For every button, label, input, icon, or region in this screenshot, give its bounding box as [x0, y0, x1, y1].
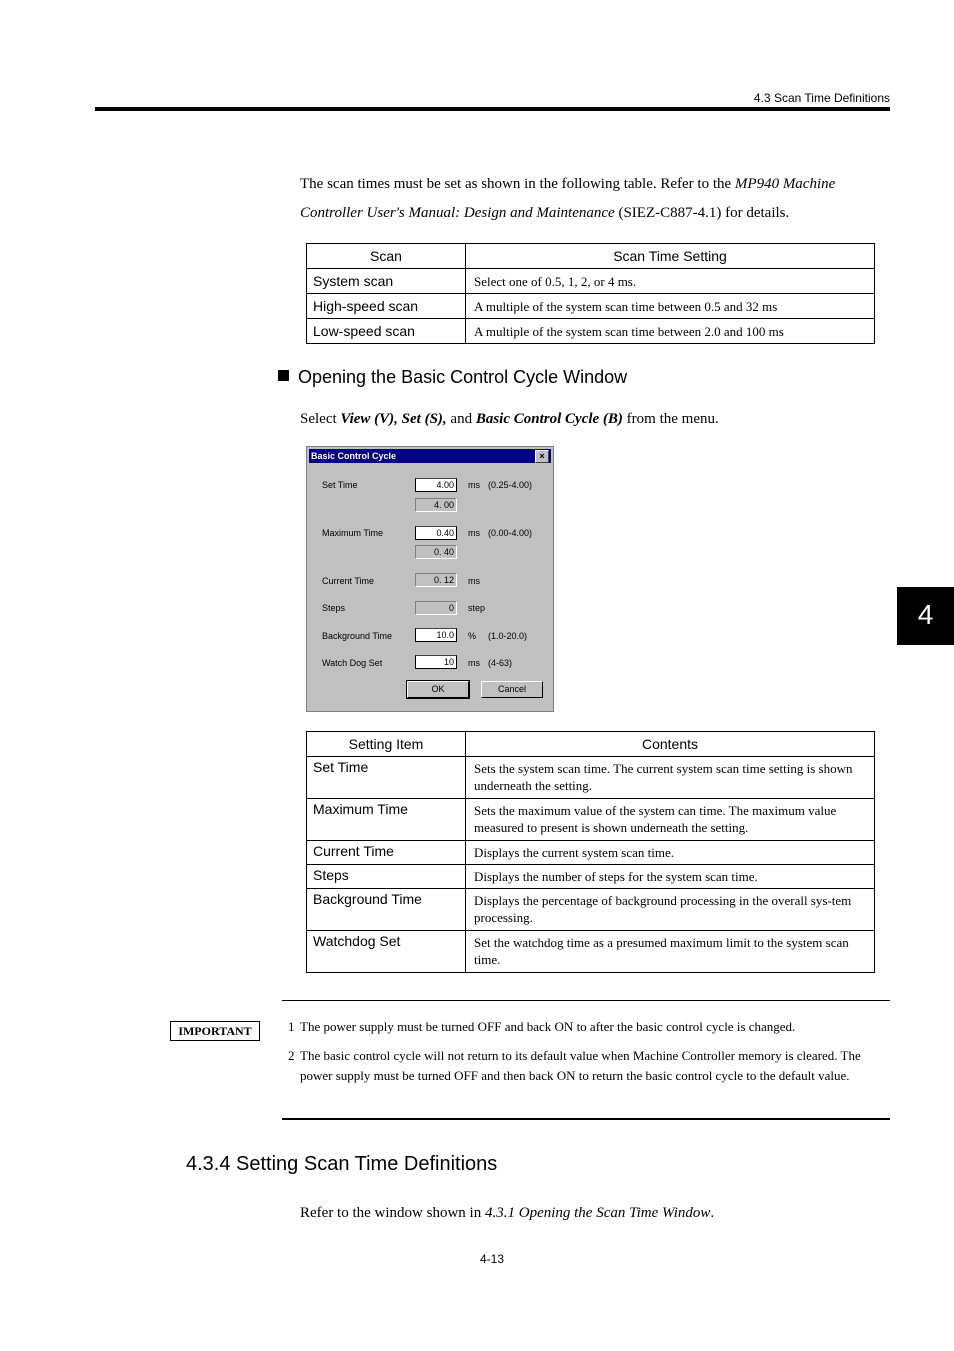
subsection-heading: 4.3.4 Setting Scan Time Definitions — [186, 1153, 498, 1175]
refer-text-1: Refer to the window shown in — [300, 1205, 485, 1221]
instruction-text-1: Select — [300, 411, 341, 427]
setting-item-cell: Background Time — [307, 889, 466, 931]
important-note — [288, 1017, 890, 1037]
background-time-range: (1.0-20.0) — [488, 631, 528, 641]
maximum-time-unit: ms — [468, 528, 480, 538]
instruction-text-2: and — [446, 411, 476, 427]
setting-cell: A multiple of the system scan time between 2.0 and 100 ms — [466, 319, 875, 344]
setting-item-cell: Watchdog Set — [307, 931, 466, 973]
maximum-time-current-value: 0. 40 — [415, 545, 457, 559]
contents-cell: Displays the number of steps for the system scan time. — [466, 865, 875, 889]
column-header-contents: Contents — [466, 732, 875, 757]
watch-dog-set-range: (4-63) — [488, 658, 513, 668]
table-row — [307, 269, 875, 294]
watch-dog-set-label: Watch Dog Set — [322, 658, 383, 668]
table-row — [307, 931, 875, 973]
contents-cell: Displays the current system scan time. — [466, 841, 875, 865]
watch-dog-set-input[interactable]: 10 — [415, 655, 457, 669]
dialog-title: Basic Control Cycle — [311, 451, 397, 461]
note-number: 2 — [288, 1048, 295, 1063]
intro-text-2: (SIEZ-C887-4.1) for details. — [614, 205, 790, 221]
refer-text-2: . — [710, 1205, 715, 1221]
maximum-time-label: Maximum Time — [322, 528, 384, 538]
table-header-row — [307, 244, 875, 269]
important-label: IMPORTANT — [170, 1021, 260, 1041]
section-heading-text: Opening the Basic Control Cycle Window — [298, 367, 628, 387]
scan-cell: Low-speed scan — [307, 319, 466, 344]
note-text: The power supply must be turned OFF and back ON to after the basic control cycle is changed. — [300, 1019, 796, 1034]
watch-dog-set-unit: ms — [468, 658, 480, 668]
current-time-label: Current Time — [322, 576, 375, 586]
important-note — [288, 1046, 890, 1086]
steps-label: Steps — [322, 603, 346, 613]
background-time-label: Background Time — [322, 631, 393, 641]
table-row — [307, 319, 875, 344]
running-header: 4.3 Scan Time Definitions — [753, 91, 890, 105]
important-top-rule — [282, 1000, 890, 1001]
column-header-scan: Scan — [307, 244, 466, 269]
chapter-tab: 4 — [897, 587, 954, 645]
steps-unit: step — [468, 603, 486, 613]
contents-cell: Sets the maximum value of the system can time. The maximum value measured to present is shown underneath the setting. — [466, 799, 875, 841]
background-time-unit: % — [468, 631, 477, 641]
table-row — [307, 889, 875, 931]
table-row — [307, 841, 875, 865]
reference-paragraph — [300, 1199, 714, 1227]
table-row — [307, 865, 875, 889]
section-heading — [278, 367, 627, 388]
basic-control-cycle-dialog — [306, 446, 554, 712]
instruction-text-3: from the menu. — [622, 411, 719, 427]
note-number: 1 — [288, 1019, 295, 1034]
menu-path-1: View (V), Set (S), — [340, 411, 447, 427]
section-reference: 4.3.1 Opening the Scan Time Window — [484, 1205, 711, 1221]
header-rule — [95, 107, 890, 111]
table-row — [307, 294, 875, 319]
manual-reference: MP940 Machine Controller User's Manual: Design and Maintenance — [300, 176, 836, 221]
table-row — [307, 799, 875, 841]
scan-time-table — [306, 243, 875, 344]
cancel-button[interactable]: Cancel — [481, 681, 543, 698]
setting-item-cell: Current Time — [307, 841, 466, 865]
table-header-row — [307, 732, 875, 757]
intro-paragraph — [300, 170, 880, 228]
setting-item-cell: Maximum Time — [307, 799, 466, 841]
contents-cell: Displays the percentage of background processing in the overall sys-tem processing. — [466, 889, 875, 931]
column-header-setting-item: Setting Item — [307, 732, 466, 757]
ok-button[interactable]: OK — [407, 681, 469, 698]
background-time-input[interactable]: 10.0 — [415, 628, 457, 642]
menu-instruction — [300, 405, 719, 433]
setting-cell: Select one of 0.5, 1, 2, or 4 ms. — [466, 269, 875, 294]
square-bullet-icon — [278, 370, 289, 381]
intro-text-1: The scan times must be set as shown in the following table. Refer to the — [300, 176, 735, 192]
maximum-time-range: (0.00-4.00) — [488, 528, 533, 538]
setting-item-cell: Steps — [307, 865, 466, 889]
set-time-input[interactable]: 4.00 — [415, 478, 457, 492]
steps-value: 0 — [415, 601, 457, 615]
close-icon[interactable]: × — [535, 450, 549, 463]
note-text: The basic control cycle will not return to its default value when Machine Controller memory is cleared. The power supply must be turned OFF and then back ON to return the basic control cycle to the default value. — [300, 1048, 861, 1083]
scan-cell: High-speed scan — [307, 294, 466, 319]
dialog-title-bar — [309, 449, 551, 463]
column-header-scan-time-setting: Scan Time Setting — [466, 244, 875, 269]
page-number: 4-13 — [479, 1252, 505, 1266]
table-row — [307, 757, 875, 799]
maximum-time-input[interactable]: 0.40 — [415, 526, 457, 540]
current-time-value: 0. 12 — [415, 573, 457, 587]
menu-path-2: Basic Control Cycle (B) — [475, 411, 623, 427]
contents-cell: Sets the system scan time. The current system scan time setting is shown underneath the setting. — [466, 757, 875, 799]
set-time-range: (0.25-4.00) — [488, 480, 533, 490]
set-time-unit: ms — [468, 480, 480, 490]
scan-cell: System scan — [307, 269, 466, 294]
setting-items-table — [306, 731, 875, 973]
current-time-unit: ms — [468, 576, 480, 586]
setting-cell: A multiple of the system scan time between 0.5 and 32 ms — [466, 294, 875, 319]
set-time-current-value: 4. 00 — [415, 498, 457, 512]
set-time-label: Set Time — [322, 480, 358, 490]
contents-cell: Set the watchdog time as a presumed maximum limit to the system scan time. — [466, 931, 875, 973]
important-bottom-rule — [282, 1118, 890, 1120]
setting-item-cell: Set Time — [307, 757, 466, 799]
